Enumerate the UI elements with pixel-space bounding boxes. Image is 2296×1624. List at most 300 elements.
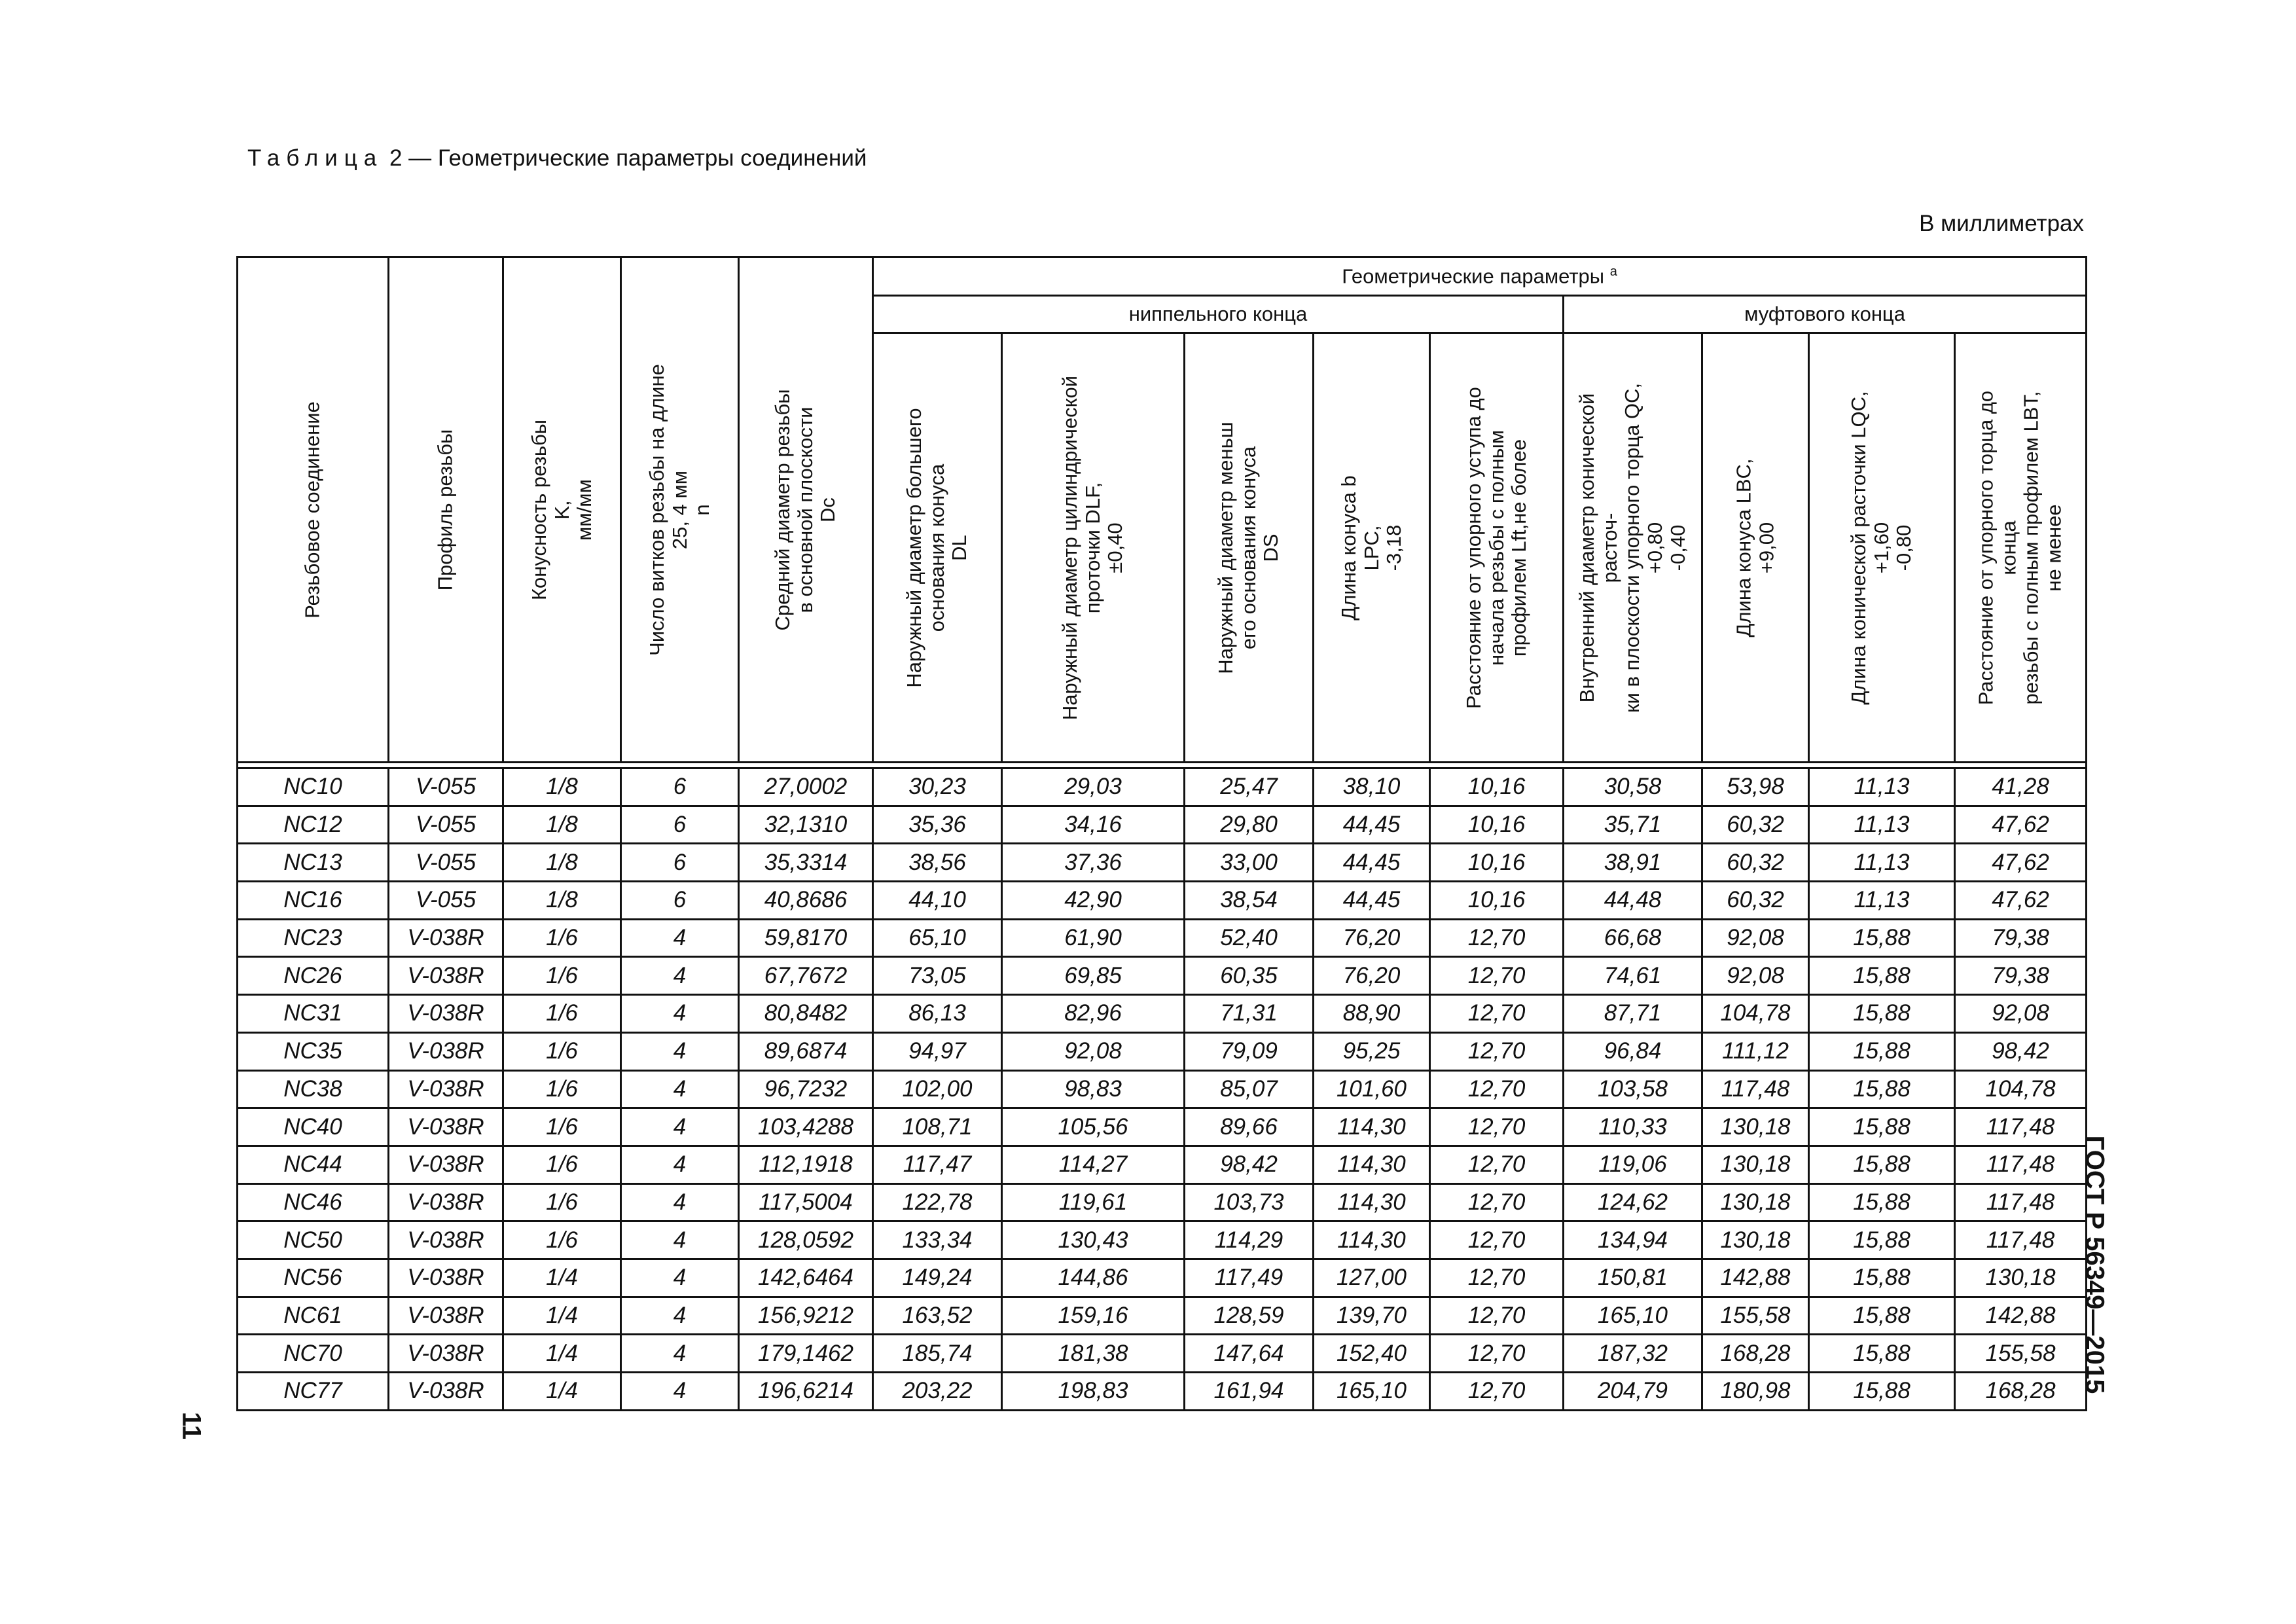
- value-cell: 179,1462: [739, 1335, 873, 1373]
- table-row: [238, 1183, 2087, 1221]
- value-cell: 10,16: [1430, 882, 1564, 920]
- header-cell: [739, 257, 873, 763]
- header-label-line: в основной плоскости: [793, 406, 817, 613]
- value-cell: 117,48: [1955, 1221, 2087, 1259]
- value-cell: 61,90: [1002, 919, 1185, 957]
- header-cell: [1955, 333, 2087, 763]
- value-cell: 4: [621, 1108, 739, 1146]
- value-cell: 42,90: [1002, 882, 1185, 920]
- footnote-marker-a: a: [1609, 264, 1617, 279]
- value-cell: 4: [621, 995, 739, 1033]
- value-cell: 6: [621, 882, 739, 920]
- header-separator: [238, 763, 2087, 768]
- value-cell: 1/8: [503, 882, 621, 920]
- connection-cell: NC31: [238, 995, 389, 1033]
- value-cell: 114,29: [1185, 1221, 1314, 1259]
- value-cell: 108,71: [873, 1108, 1002, 1146]
- group-header-box: муфтового конца: [1564, 296, 2087, 333]
- value-cell: 10,16: [1430, 844, 1564, 882]
- value-cell: 12,70: [1430, 1297, 1564, 1335]
- header-label-line: Длина конуса LBC,: [1732, 458, 1755, 638]
- value-cell: 25,47: [1185, 768, 1314, 806]
- value-cell: 79,09: [1185, 1032, 1314, 1070]
- header-label: [1975, 365, 2066, 731]
- value-cell: 52,40: [1185, 919, 1314, 957]
- value-cell: 74,61: [1564, 957, 1702, 995]
- value-cell: 34,16: [1002, 806, 1185, 844]
- header-label-line: Расстояние от упорного уступа до: [1462, 386, 1485, 709]
- table-row: [238, 919, 2087, 957]
- value-cell: 1/8: [503, 844, 621, 882]
- connection-cell: NC77: [238, 1373, 389, 1411]
- value-cell: 12,70: [1430, 1373, 1564, 1411]
- value-cell: V-055: [389, 768, 503, 806]
- value-cell: 114,30: [1314, 1221, 1430, 1259]
- value-cell: 98,42: [1955, 1032, 2087, 1070]
- value-cell: 1/4: [503, 1335, 621, 1373]
- header-label-line: ±0,40: [1103, 522, 1127, 573]
- header-cell: [873, 333, 1002, 763]
- value-cell: 15,88: [1809, 957, 1955, 995]
- value-cell: 12,70: [1430, 1183, 1564, 1221]
- value-cell: 204,79: [1564, 1373, 1702, 1411]
- header-label-line: ки в плоскости упорного торца QC,: [1621, 382, 1644, 713]
- header-label-line: Расстояние от упорного торца до конца: [1974, 390, 2020, 705]
- value-cell: 12,70: [1430, 1070, 1564, 1108]
- caption-prefix: Таблица: [247, 145, 384, 171]
- value-cell: 130,18: [1702, 1183, 1809, 1221]
- table-row: [238, 1373, 2087, 1411]
- header-label: [302, 327, 325, 693]
- value-cell: 130,43: [1002, 1221, 1185, 1259]
- header-label-line: резьбы с полным профилем LBT,: [2020, 390, 2043, 705]
- value-cell: V-055: [389, 844, 503, 882]
- value-cell: V-038R: [389, 1297, 503, 1335]
- header-cell: [238, 257, 389, 763]
- value-cell: 38,56: [873, 844, 1002, 882]
- value-cell: 4: [621, 1259, 739, 1297]
- value-cell: 103,4288: [739, 1108, 873, 1146]
- value-cell: 1/4: [503, 1373, 621, 1411]
- value-cell: 165,10: [1314, 1373, 1430, 1411]
- value-cell: V-038R: [389, 1032, 503, 1070]
- header-label-line: +1,60: [1869, 522, 1893, 573]
- group-header-geometric: [873, 257, 2087, 296]
- value-cell: 149,24: [873, 1259, 1002, 1297]
- value-cell: 47,62: [1955, 844, 2087, 882]
- value-cell: 12,70: [1430, 1259, 1564, 1297]
- value-cell: 76,20: [1314, 957, 1430, 995]
- value-cell: 127,00: [1314, 1259, 1430, 1297]
- value-cell: 44,45: [1314, 806, 1430, 844]
- header-label-line: DS: [1259, 533, 1283, 562]
- value-cell: 76,20: [1314, 919, 1430, 957]
- header-cell: [1564, 333, 1702, 763]
- connection-cell: NC10: [238, 768, 389, 806]
- value-cell: 30,23: [873, 768, 1002, 806]
- value-cell: V-038R: [389, 957, 503, 995]
- header-label-line: -0,80: [1892, 524, 1916, 571]
- value-cell: 150,81: [1564, 1259, 1702, 1297]
- header-label-line: -0,40: [1666, 524, 1689, 571]
- connection-cell: NC61: [238, 1297, 389, 1335]
- header-cell: [1314, 333, 1430, 763]
- value-cell: 15,88: [1809, 1108, 1955, 1146]
- value-cell: 38,54: [1185, 882, 1314, 920]
- value-cell: 98,42: [1185, 1146, 1314, 1183]
- header-label: [435, 327, 457, 693]
- header-cell: [1185, 333, 1314, 763]
- connection-cell: NC46: [238, 1183, 389, 1221]
- value-cell: 79,38: [1955, 919, 2087, 957]
- value-cell: 86,13: [873, 995, 1002, 1033]
- value-cell: V-038R: [389, 1259, 503, 1297]
- value-cell: 6: [621, 844, 739, 882]
- value-cell: 163,52: [873, 1297, 1002, 1335]
- header-cell: [503, 257, 621, 763]
- value-cell: 30,58: [1564, 768, 1702, 806]
- header-label-line: 25, 4 мм: [668, 470, 691, 549]
- value-cell: 161,94: [1185, 1373, 1314, 1411]
- value-cell: 101,60: [1314, 1070, 1430, 1108]
- table-caption: [247, 145, 867, 171]
- header-label-line: Длина конической расточки LQC,: [1846, 390, 1870, 705]
- value-cell: 12,70: [1430, 1108, 1564, 1146]
- header-label-line: Профиль резьбы: [433, 429, 457, 590]
- value-cell: 110,33: [1564, 1108, 1702, 1146]
- value-cell: 15,88: [1809, 1070, 1955, 1108]
- value-cell: 98,83: [1002, 1070, 1185, 1108]
- value-cell: 203,22: [873, 1373, 1002, 1411]
- value-cell: 96,7232: [739, 1070, 873, 1108]
- header-label-line: Длина конуса b: [1336, 475, 1360, 621]
- value-cell: 60,32: [1702, 882, 1809, 920]
- value-cell: 15,88: [1809, 995, 1955, 1033]
- value-cell: 92,08: [1955, 995, 2087, 1033]
- value-cell: V-038R: [389, 995, 503, 1033]
- value-cell: 142,88: [1955, 1297, 2087, 1335]
- header-label: [903, 365, 971, 731]
- value-cell: 114,30: [1314, 1183, 1430, 1221]
- value-cell: 117,48: [1702, 1070, 1809, 1108]
- value-cell: 15,88: [1809, 1146, 1955, 1183]
- value-cell: 155,58: [1955, 1335, 2087, 1373]
- value-cell: 103,73: [1185, 1183, 1314, 1221]
- value-cell: 71,31: [1185, 995, 1314, 1033]
- value-cell: 119,06: [1564, 1146, 1702, 1183]
- value-cell: 85,07: [1185, 1070, 1314, 1108]
- value-cell: 60,32: [1702, 806, 1809, 844]
- value-cell: 117,48: [1955, 1108, 2087, 1146]
- value-cell: V-038R: [389, 1335, 503, 1373]
- units-note: В миллиметрах: [1919, 211, 2084, 236]
- value-cell: V-055: [389, 882, 503, 920]
- value-cell: 198,83: [1002, 1373, 1185, 1411]
- value-cell: 59,8170: [739, 919, 873, 957]
- value-cell: 165,10: [1564, 1297, 1702, 1335]
- value-cell: 1/8: [503, 768, 621, 806]
- value-cell: 11,13: [1809, 882, 1955, 920]
- value-cell: 10,16: [1430, 806, 1564, 844]
- header-label: [1848, 365, 1916, 731]
- connection-cell: NC35: [238, 1032, 389, 1070]
- value-cell: 4: [621, 1335, 739, 1373]
- header-label-line: Число витков резьбы на длине: [645, 363, 668, 656]
- header-label-line: -3,18: [1382, 524, 1405, 571]
- value-cell: V-038R: [389, 919, 503, 957]
- value-cell: 29,80: [1185, 806, 1314, 844]
- value-cell: 1/6: [503, 995, 621, 1033]
- value-cell: 53,98: [1702, 768, 1809, 806]
- value-cell: 94,97: [873, 1032, 1002, 1070]
- value-cell: 15,88: [1809, 1221, 1955, 1259]
- value-cell: 12,70: [1430, 957, 1564, 995]
- header-label-line: +9,00: [1755, 522, 1778, 573]
- value-cell: 1/6: [503, 1108, 621, 1146]
- value-cell: 44,45: [1314, 844, 1430, 882]
- value-cell: 89,66: [1185, 1108, 1314, 1146]
- value-cell: 6: [621, 806, 739, 844]
- value-cell: 114,27: [1002, 1146, 1185, 1183]
- value-cell: 11,13: [1809, 806, 1955, 844]
- value-cell: 15,88: [1809, 919, 1955, 957]
- header-cell: [1702, 333, 1809, 763]
- value-cell: 128,0592: [739, 1221, 873, 1259]
- value-cell: 130,18: [1702, 1146, 1809, 1183]
- value-cell: 11,13: [1809, 844, 1955, 882]
- value-cell: V-038R: [389, 1146, 503, 1183]
- value-cell: 104,78: [1702, 995, 1809, 1033]
- value-cell: 6: [621, 768, 739, 806]
- header-label-line: Dc: [816, 497, 840, 522]
- header-cell: [389, 257, 503, 763]
- header-cell: [1002, 333, 1185, 763]
- value-cell: 60,32: [1702, 844, 1809, 882]
- value-cell: 128,59: [1185, 1297, 1314, 1335]
- value-cell: 196,6214: [739, 1373, 873, 1411]
- value-cell: 1/6: [503, 1183, 621, 1221]
- header-label-line: основания конуса: [925, 463, 948, 632]
- value-cell: V-038R: [389, 1108, 503, 1146]
- value-cell: 102,00: [873, 1070, 1002, 1108]
- value-cell: 185,74: [873, 1335, 1002, 1373]
- value-cell: 15,88: [1809, 1297, 1955, 1335]
- value-cell: 79,38: [1955, 957, 2087, 995]
- value-cell: 15,88: [1809, 1183, 1955, 1221]
- value-cell: 159,16: [1002, 1297, 1185, 1335]
- value-cell: 124,62: [1564, 1183, 1702, 1221]
- value-cell: 152,40: [1314, 1335, 1430, 1373]
- header-label-line: не менее: [2042, 503, 2066, 592]
- table-row: [238, 995, 2087, 1033]
- value-cell: 156,9212: [739, 1297, 873, 1335]
- page-number: 11: [177, 1411, 206, 1440]
- value-cell: 12,70: [1430, 1335, 1564, 1373]
- value-cell: 130,18: [1955, 1259, 2087, 1297]
- value-cell: 37,36: [1002, 844, 1185, 882]
- value-cell: 130,18: [1702, 1108, 1809, 1146]
- value-cell: 1/6: [503, 919, 621, 957]
- header-label-line: Наружный диаметр цилиндрической: [1058, 375, 1081, 720]
- value-cell: 144,86: [1002, 1259, 1185, 1297]
- connection-cell: NC13: [238, 844, 389, 882]
- header-cell: [1809, 333, 1955, 763]
- value-cell: 35,36: [873, 806, 1002, 844]
- value-cell: 60,35: [1185, 957, 1314, 995]
- table-row: [238, 844, 2087, 882]
- header-label: [1059, 365, 1127, 731]
- value-cell: 38,91: [1564, 844, 1702, 882]
- value-cell: 12,70: [1430, 1221, 1564, 1259]
- table-row: [238, 806, 2087, 844]
- value-cell: 114,30: [1314, 1108, 1430, 1146]
- value-cell: 4: [621, 1032, 739, 1070]
- value-cell: V-038R: [389, 1221, 503, 1259]
- value-cell: 168,28: [1702, 1335, 1809, 1373]
- header-label-line: LPC,: [1359, 525, 1383, 570]
- header-label: [1462, 365, 1530, 731]
- value-cell: 12,70: [1430, 1032, 1564, 1070]
- value-cell: 4: [621, 1297, 739, 1335]
- header-label-line: Резьбовое соединение: [300, 401, 324, 619]
- table-row: [238, 1070, 2087, 1108]
- value-cell: 40,8686: [739, 882, 873, 920]
- value-cell: 112,1918: [739, 1146, 873, 1183]
- value-cell: 1/6: [503, 1070, 621, 1108]
- value-cell: V-038R: [389, 1183, 503, 1221]
- value-cell: V-038R: [389, 1070, 503, 1108]
- value-cell: 69,85: [1002, 957, 1185, 995]
- value-cell: 4: [621, 919, 739, 957]
- value-cell: 92,08: [1702, 919, 1809, 957]
- value-cell: 117,48: [1955, 1146, 2087, 1183]
- table-row: [238, 768, 2087, 806]
- value-cell: 38,10: [1314, 768, 1430, 806]
- value-cell: 119,61: [1002, 1183, 1185, 1221]
- table-row: [238, 1221, 2087, 1259]
- value-cell: 92,08: [1002, 1032, 1185, 1070]
- value-cell: 32,1310: [739, 806, 873, 844]
- header-cell: [1430, 333, 1564, 763]
- table-row: [238, 1108, 2087, 1146]
- value-cell: 1/6: [503, 1221, 621, 1259]
- header-label-line: профилем Lft,не более: [1507, 439, 1530, 657]
- value-cell: 4: [621, 1183, 739, 1221]
- table-row: [238, 1335, 2087, 1373]
- value-cell: 44,45: [1314, 882, 1430, 920]
- connection-cell: NC26: [238, 957, 389, 995]
- value-cell: 12,70: [1430, 1146, 1564, 1183]
- table-row: [238, 1032, 2087, 1070]
- value-cell: 73,05: [873, 957, 1002, 995]
- value-cell: 117,49: [1185, 1259, 1314, 1297]
- header-label: [1337, 365, 1405, 731]
- value-cell: 1/6: [503, 957, 621, 995]
- value-cell: 96,84: [1564, 1032, 1702, 1070]
- value-cell: 66,68: [1564, 919, 1702, 957]
- value-cell: 142,6464: [739, 1259, 873, 1297]
- value-cell: 47,62: [1955, 882, 2087, 920]
- value-cell: 181,38: [1002, 1335, 1185, 1373]
- value-cell: 111,12: [1702, 1032, 1809, 1070]
- caption-title: — Геометрические параметры соединений: [408, 145, 867, 171]
- value-cell: 187,32: [1564, 1335, 1702, 1373]
- connection-cell: NC50: [238, 1221, 389, 1259]
- value-cell: 1/4: [503, 1259, 621, 1297]
- value-cell: 4: [621, 1146, 739, 1183]
- table-row: [238, 1146, 2087, 1183]
- value-cell: 105,56: [1002, 1108, 1185, 1146]
- value-cell: 88,90: [1314, 995, 1430, 1033]
- value-cell: 80,8482: [739, 995, 873, 1033]
- value-cell: 130,18: [1702, 1221, 1809, 1259]
- header-label-line: K,: [550, 499, 573, 520]
- header-label: [645, 327, 713, 693]
- value-cell: 11,13: [1809, 768, 1955, 806]
- connection-cell: NC44: [238, 1146, 389, 1183]
- caption-number: 2: [389, 145, 403, 171]
- value-cell: 1/8: [503, 806, 621, 844]
- header-label: [1576, 365, 1690, 731]
- header-label-line: мм/мм: [572, 478, 596, 541]
- value-cell: V-055: [389, 806, 503, 844]
- value-cell: 47,62: [1955, 806, 2087, 844]
- value-cell: 1/6: [503, 1032, 621, 1070]
- table-row: [238, 957, 2087, 995]
- header-label-line: начала резьбы с полным: [1484, 429, 1508, 666]
- value-cell: 67,7672: [739, 957, 873, 995]
- value-cell: 104,78: [1955, 1070, 2087, 1108]
- value-cell: 122,78: [873, 1183, 1002, 1221]
- value-cell: 168,28: [1955, 1373, 2087, 1411]
- value-cell: 103,58: [1564, 1070, 1702, 1108]
- connection-cell: NC56: [238, 1259, 389, 1297]
- value-cell: 134,94: [1564, 1221, 1702, 1259]
- table-row: [238, 1297, 2087, 1335]
- header-cell: [621, 257, 739, 763]
- value-cell: 1/6: [503, 1146, 621, 1183]
- value-cell: 35,71: [1564, 806, 1702, 844]
- value-cell: 33,00: [1185, 844, 1314, 882]
- value-cell: 117,5004: [739, 1183, 873, 1221]
- value-cell: 44,48: [1564, 882, 1702, 920]
- connection-cell: NC16: [238, 882, 389, 920]
- value-cell: 41,28: [1955, 768, 2087, 806]
- header-label-line: Наружный диаметр большего: [902, 407, 925, 688]
- value-cell: 139,70: [1314, 1297, 1430, 1335]
- value-cell: 180,98: [1702, 1373, 1809, 1411]
- header-label: [772, 327, 840, 693]
- value-cell: 29,03: [1002, 768, 1185, 806]
- header-label-line: Конусность резьбы: [527, 419, 550, 600]
- value-cell: 15,88: [1809, 1032, 1955, 1070]
- value-cell: 92,08: [1702, 957, 1809, 995]
- value-cell: 1/4: [503, 1297, 621, 1335]
- header-label: [1215, 365, 1283, 731]
- document-code: ГОСТ Р 56349—2015: [2080, 1135, 2109, 1394]
- value-cell: 155,58: [1702, 1297, 1809, 1335]
- header-label-line: проточки DLF,: [1081, 482, 1104, 613]
- value-cell: 89,6874: [739, 1032, 873, 1070]
- header-label-line: Средний диаметр резьбы: [770, 388, 794, 631]
- value-cell: 44,10: [873, 882, 1002, 920]
- table-body: [238, 763, 2087, 1411]
- value-cell: V-038R: [389, 1373, 503, 1411]
- value-cell: 4: [621, 1373, 739, 1411]
- header-label-line: n: [690, 503, 713, 516]
- value-cell: 15,88: [1809, 1335, 1955, 1373]
- value-cell: 117,48: [1955, 1183, 2087, 1221]
